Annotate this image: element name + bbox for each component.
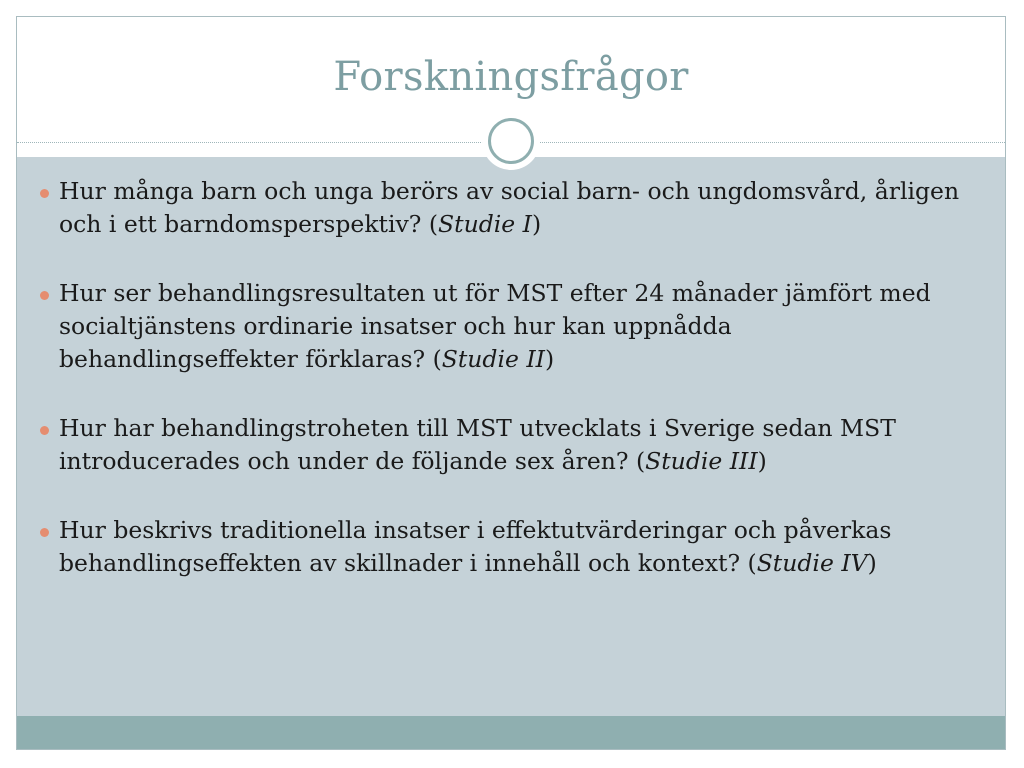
bullet-list [40, 175, 960, 616]
bullet-item [40, 412, 960, 478]
bullet-text: Hur ser behandlingsresultaten ut för MST efter 24 månader jämfört med socialtjänstens ordinarie insatser och hur kan uppnådda behandlingseffekter förklaras? ( [59, 279, 931, 373]
decorative-ring-icon [482, 112, 540, 170]
bullet-item [40, 175, 960, 241]
closing-paren: ) [544, 345, 555, 373]
bullet-item [40, 277, 960, 376]
closing-paren: ) [531, 210, 542, 238]
slide-title: Forskningsfrågor [333, 54, 689, 100]
closing-paren: ) [757, 447, 767, 475]
closing-paren: ) [867, 549, 877, 577]
bullet-dot-icon [40, 291, 49, 300]
study-reference: Studie III [645, 447, 758, 475]
bullet-dot-icon [40, 189, 49, 198]
footer-bar [17, 716, 1005, 750]
bullet-text: Hur beskrivs traditionella insatser i effektutvärderingar och påverkas behandlingseffekten av skillnader i innehåll och kontext? ( [59, 516, 892, 577]
study-reference: Studie II [441, 345, 545, 373]
bullet-text: Hur många barn och unga berörs av social barn- och ungdomsvård, årligen och i ett barndomsperspektiv? ( [59, 177, 960, 238]
bullet-dot-icon [40, 528, 49, 537]
bullet-dot-icon [40, 426, 49, 435]
study-reference: Studie IV [756, 549, 868, 577]
study-reference: Studie I [438, 210, 532, 238]
bullet-item [40, 514, 960, 580]
ring-inner [488, 118, 534, 164]
bullet-text: Hur har behandlingstroheten till MST utvecklats i Sverige sedan MST introducerades och under de följande sex åren? ( [59, 414, 896, 475]
